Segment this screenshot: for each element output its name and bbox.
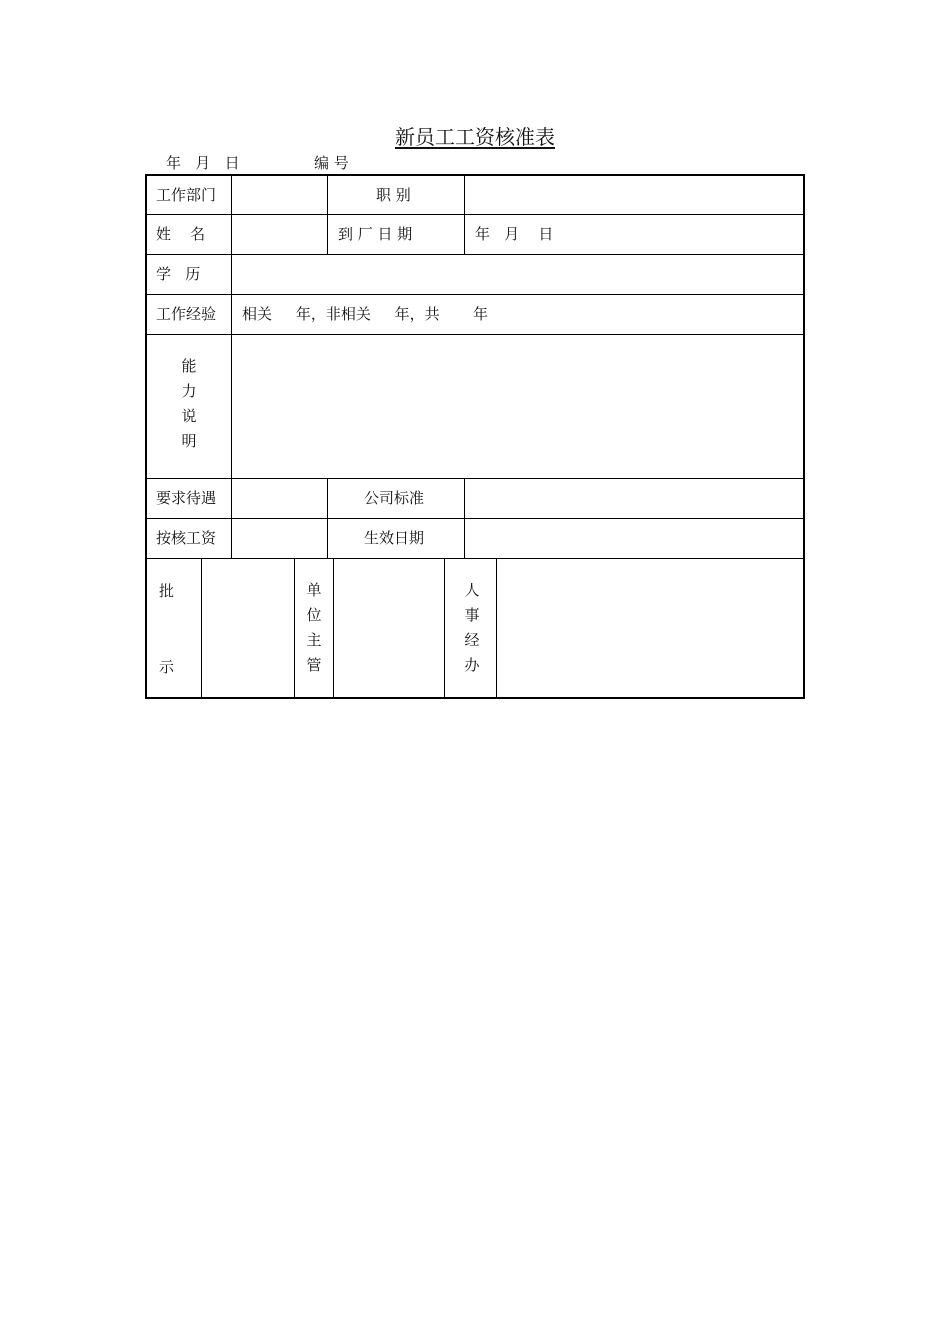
col-divider [464, 176, 465, 254]
hr-handler-label: 人事经办 [464, 581, 480, 674]
form-table [145, 174, 805, 699]
effective-date-label: 生效日期 [364, 529, 425, 547]
row-divider [147, 334, 803, 335]
approval-label-bottom: 示 [159, 658, 175, 676]
col-divider [496, 558, 497, 697]
col-divider [327, 478, 328, 558]
number-label: 编 号 [314, 154, 349, 172]
row-divider [147, 254, 803, 255]
experience-label: 工作经验 [156, 305, 217, 323]
col-divider [201, 558, 202, 697]
unit-supervisor-label: 单位主管 [306, 581, 322, 674]
dept-label: 工作部门 [156, 186, 217, 204]
col-divider [294, 558, 295, 697]
row-divider [147, 214, 803, 215]
col-divider [444, 558, 445, 697]
requested-pay-label: 要求待遇 [156, 489, 217, 507]
education-label: 学 历 [156, 265, 201, 283]
row-divider [147, 478, 803, 479]
name-label: 姓 名 [156, 225, 206, 243]
row-divider [147, 518, 803, 519]
hire-date-value: 年 月 日 [475, 225, 554, 243]
row-divider [147, 558, 803, 559]
col-divider [327, 176, 328, 254]
date-line: 年 月 日 [166, 154, 240, 172]
col-divider [464, 478, 465, 558]
position-label: 职 别 [376, 186, 411, 204]
approval-label-top: 批 [159, 582, 175, 600]
company-standard-label: 公司标准 [364, 489, 425, 507]
hire-date-label: 到 厂 日 期 [338, 225, 413, 243]
experience-value: 相关 年，非相关 年，共 年 [242, 305, 489, 323]
form-title: 新员工工资核准表 [395, 125, 555, 149]
approved-pay-label: 按核工资 [156, 529, 217, 547]
col-divider [333, 558, 334, 697]
col-divider [231, 176, 232, 558]
ability-label: 能力说明 [181, 357, 197, 450]
row-divider [147, 294, 803, 295]
